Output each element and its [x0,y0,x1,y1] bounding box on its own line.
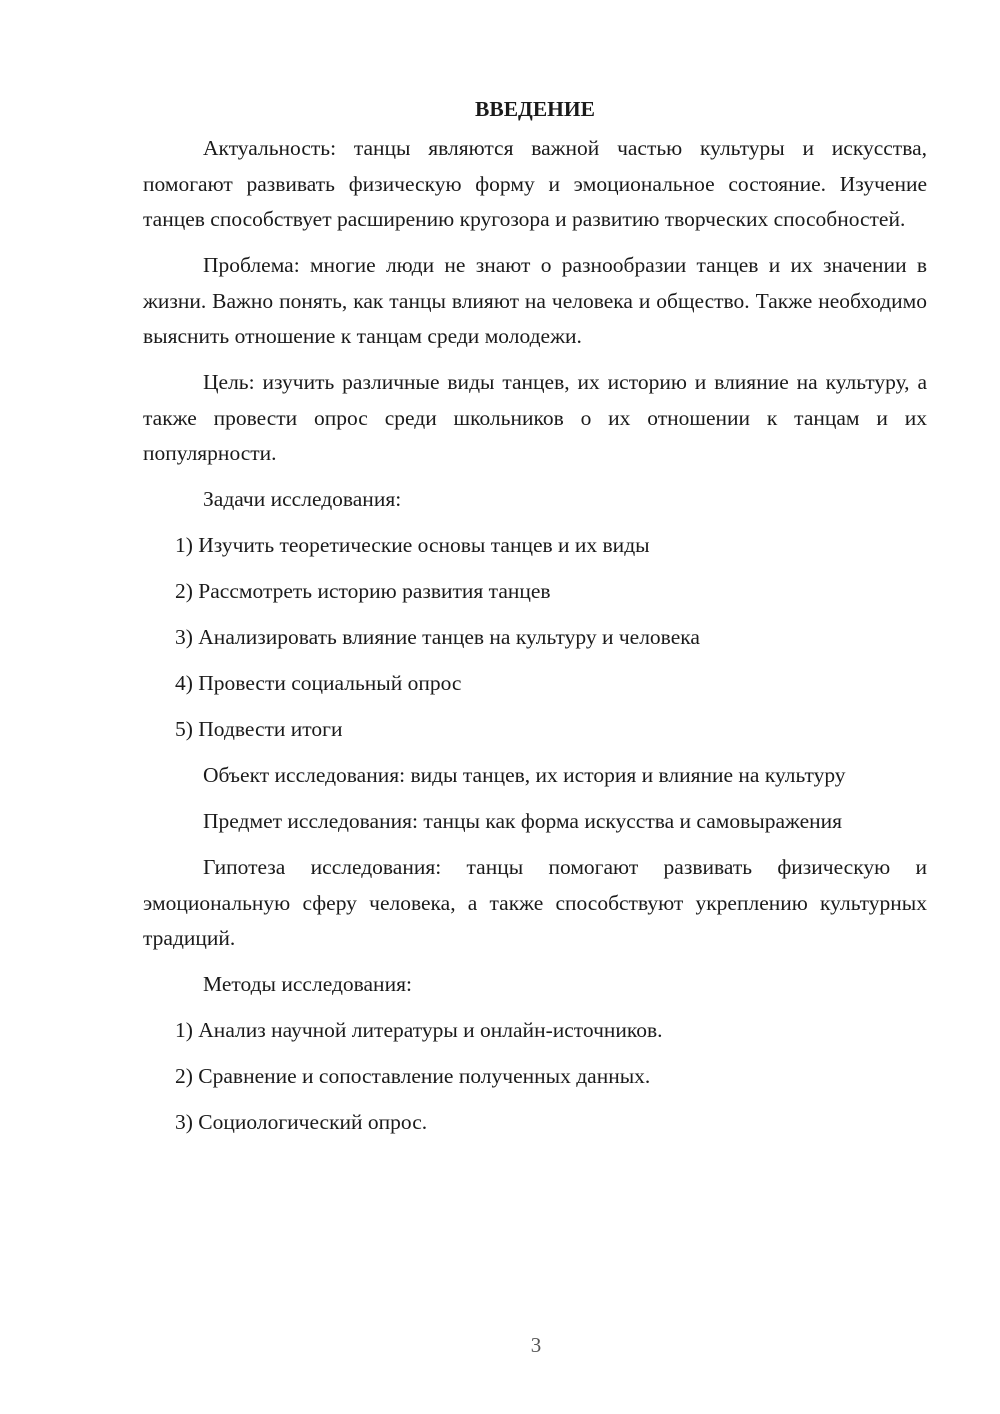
task-item: 5) Подвести итоги [175,717,343,741]
hypothesis-paragraph: Гипотеза исследования: танцы помогают развивать физическую и эмоциональную сферу человека, а также способствуют укреплению культурных традиций. [143,855,927,950]
page-body [143,92,927,1151]
relevance-paragraph: Актуальность: танцы являются важной частью культуры и искусства, помогают развивать физическую форму и эмоциональное состояние. Изучение танцев способствует расширению кругозора и развитию творческих способностей. [143,136,927,231]
method-item: 2) Сравнение и сопоставление полученных данных. [175,1064,651,1088]
subject-paragraph: Предмет исследования: танцы как форма искусства и самовыражения [203,809,843,833]
section-title: ВВЕДЕНИЕ [475,97,595,121]
task-item: 4) Провести социальный опрос [175,671,462,695]
goal-paragraph: Цель: изучить различные виды танцев, их историю и влияние на культуру, а также провести опрос среди школьников о их отношении к танцам и их популярности. [143,370,927,465]
task-item: 1) Изучить теоретические основы танцев и их виды [175,533,650,557]
task-item: 3) Анализировать влияние танцев на культуру и человека [175,625,700,649]
methods-heading: Методы исследования: [203,972,412,996]
problem-paragraph: Проблема: многие люди не знают о разнообразии танцев и их значении в жизни. Важно понять, как танцы влияют на человека и общество. Также необходимо выяснить отношение к танцам среди молодежи. [143,253,927,348]
task-item: 2) Рассмотреть историю развития танцев [175,579,551,603]
method-item: 1) Анализ научной литературы и онлайн-источников. [175,1018,663,1042]
method-item: 3) Социологический опрос. [175,1110,428,1134]
object-paragraph: Объект исследования: виды танцев, их история и влияние на культуру [203,763,846,787]
tasks-heading: Задачи исследования: [203,487,402,511]
page-number: 3 [530,1333,542,1357]
